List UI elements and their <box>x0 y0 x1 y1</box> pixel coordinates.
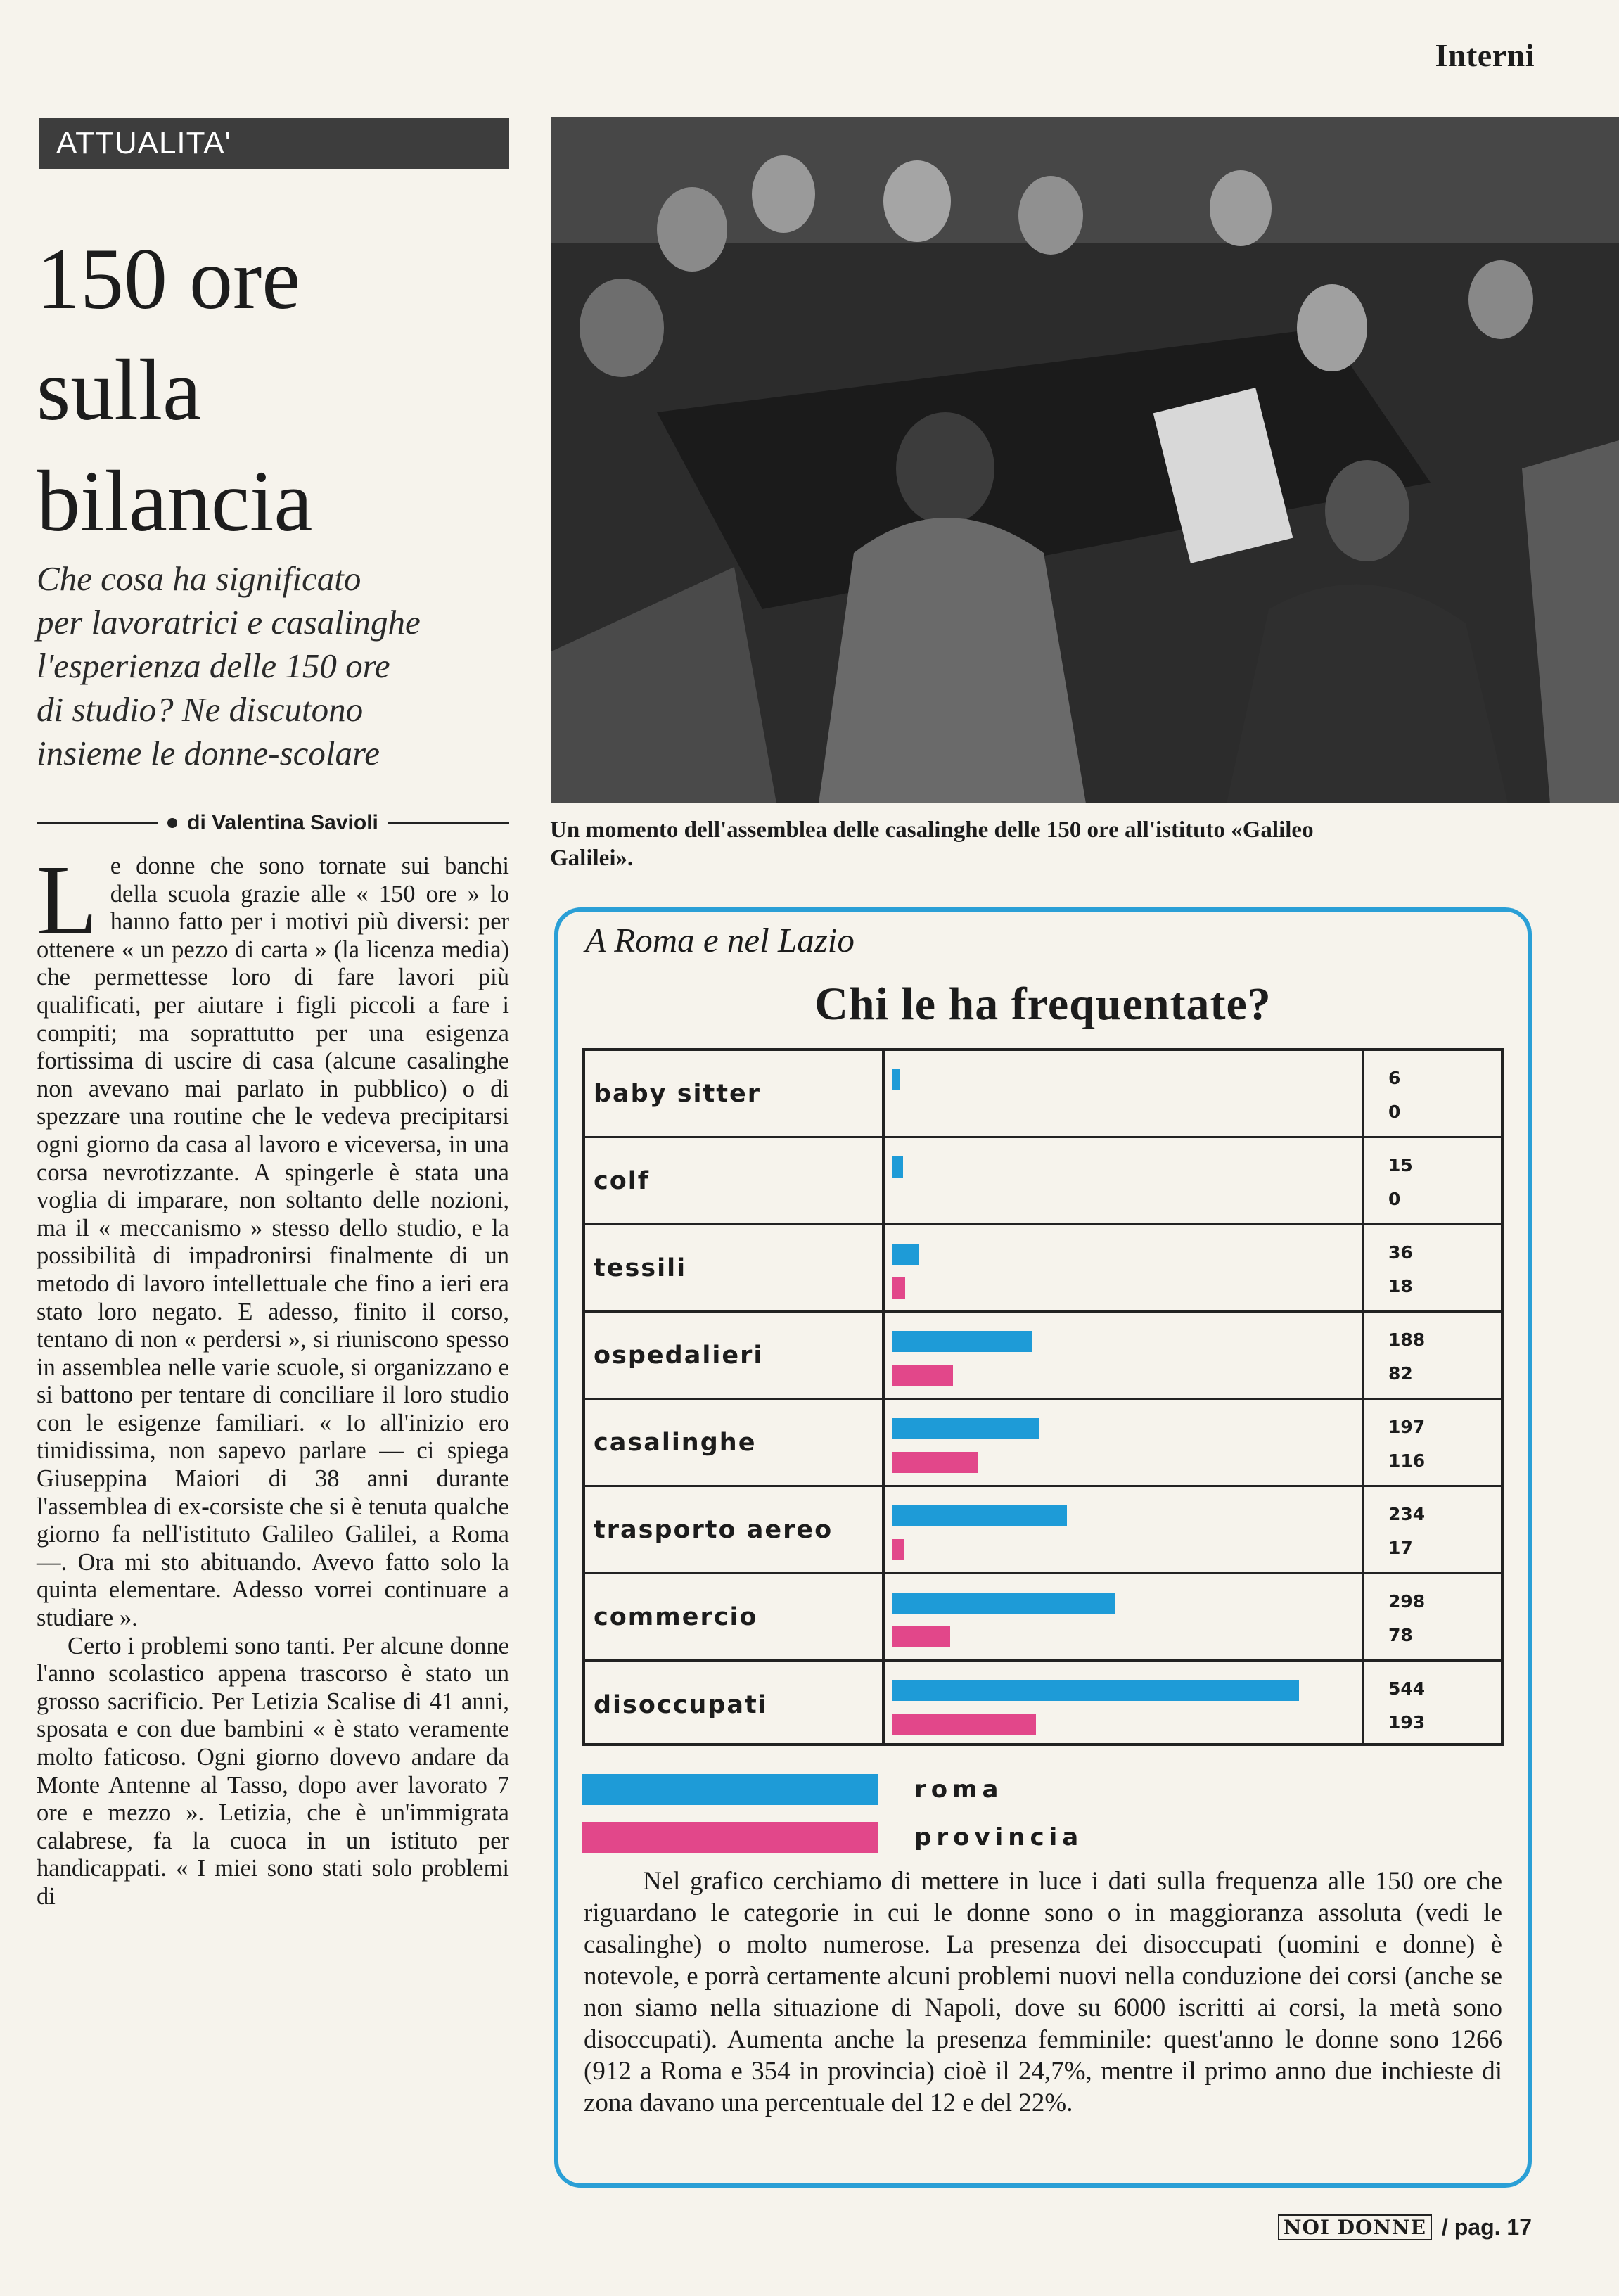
infobox-text <box>584 1866 1502 2119</box>
category-label: ospedalieri <box>594 1341 764 1370</box>
chart-row <box>585 1487 1501 1574</box>
byline-author: di Valentina Savioli <box>187 811 378 834</box>
chart-row <box>585 1400 1501 1487</box>
value-label-roma: 15 <box>1388 1155 1413 1175</box>
value-label-roma: 298 <box>1388 1591 1426 1612</box>
subhead-line: per lavoratrici e casalinghe <box>37 603 421 642</box>
bar-provincia <box>892 1539 904 1560</box>
value-label-provincia: 116 <box>1388 1450 1426 1471</box>
headline-line: bilancia <box>37 453 313 549</box>
chart-row <box>585 1138 1501 1225</box>
infobox-kicker: A Roma e nel Lazio <box>585 921 855 959</box>
bar-roma <box>892 1069 900 1090</box>
article-paragraph: Certo i problemi sono tanti. Per alcune donne l'anno scolastico appena trascorso è stato un grosso sacrificio. Per Letizia Scalise di 41 anni, sposata e con due bambini « è stato veramente molto faticoso. Ogni giorno dovevo andare da Monte Antenne al Tasso, dopo aver lavorato 7 ore e mezzo ». Letizia, che è un'immigrata calabrese, fa la cuoca in un istituto per handicappati. « I miei sono stati solo problemi di <box>37 1632 509 1910</box>
bullet-icon <box>167 818 177 828</box>
byline-rule <box>388 822 509 824</box>
subhead-line: l'esperienza delle 150 ore <box>37 646 390 685</box>
category-label: baby sitter <box>594 1079 762 1108</box>
legend-swatch-provincia <box>582 1822 878 1853</box>
chart-row <box>585 1313 1501 1400</box>
value-label-provincia: 193 <box>1388 1712 1426 1733</box>
headline-line: sulla <box>37 342 202 438</box>
legend-label-provincia: provincia <box>914 1823 1084 1851</box>
article-body <box>37 844 509 1911</box>
category-label: colf <box>594 1166 651 1195</box>
subhead-line: insieme le donne-scolare <box>37 734 380 772</box>
photo-illustration <box>551 117 1619 803</box>
bar-provincia <box>892 1277 905 1299</box>
bar-roma <box>892 1593 1115 1614</box>
legend-label-roma: roma <box>914 1775 1004 1804</box>
chart-table <box>582 1048 1504 1746</box>
value-label-provincia: 78 <box>1388 1625 1413 1645</box>
legend-item-provincia <box>582 1822 1083 1853</box>
chart-title: Chi le ha frequentate? <box>814 978 1272 1030</box>
chart-row <box>585 1662 1501 1749</box>
legend-item-roma <box>582 1774 1004 1805</box>
assembly-photo <box>551 117 1619 803</box>
bar-provincia <box>892 1365 953 1386</box>
value-label-provincia: 82 <box>1388 1363 1413 1384</box>
bar-roma <box>892 1680 1299 1701</box>
category-label: tessili <box>594 1254 687 1282</box>
rubric-banner: ATTUALITA' <box>39 118 509 169</box>
subhead-line: di studio? Ne discutono <box>37 690 364 729</box>
value-label-roma: 6 <box>1388 1068 1401 1088</box>
photo-caption: Un momento dell'assemblea delle casalinghe delle 150 ore all'istituto «Galileo Galilei». <box>550 817 1314 871</box>
page-footer <box>1278 2214 1532 2240</box>
chart-row <box>585 1574 1501 1662</box>
byline <box>37 808 509 838</box>
value-label-roma: 544 <box>1388 1678 1426 1699</box>
subhead-line: Che cosa ha significato <box>37 559 361 598</box>
bar-provincia <box>892 1452 978 1473</box>
bar-roma <box>892 1505 1067 1526</box>
byline-rule <box>37 822 158 824</box>
category-label: casalinghe <box>594 1428 757 1457</box>
section-label: Interni <box>1435 37 1535 73</box>
chart-row <box>585 1225 1501 1313</box>
value-label-roma: 234 <box>1388 1504 1426 1524</box>
value-label-provincia: 0 <box>1388 1189 1401 1209</box>
bar-roma <box>892 1331 1032 1352</box>
article-paragraph: Le donne che sono tornate sui banchi della scuola grazie alle « 150 ore » lo hanno fatto per i motivi più diversi: per ottenere « un pezzo di carta » (la licenza media) che permettesse loro di fare lavori più qualificati, per aiutare i figli piccoli a fare i compiti; ma soprattutto per una esigenza fortissima di uscire di casa (alcune casalinghe non avevano mai parlato in pubblico) o di spezzare una routine che le vedeva precipitarsi ogni giorno da casa al lavoro e viceversa, in una corsa nevrotizzante. A spingerle è stata una voglia di imparare, non soltanto delle nozioni, ma il « meccanismo » stesso dello studio, e la possibilità di impadronirsi finalmente di un metodo di lavoro intellettuale che fino a ieri era stato loro negato. E adesso, finito il corso, tentano di non « perdersi », si riuniscono spesso in assemblea nelle varie scuole, si organizzano e si battono per tentare di conciliare il loro studio con le esigenze familiari. « Io all'inizio ero timidissima, non sapevo parlare — ci spiega Giuseppina Maiori di 38 anni durante l'assemblea di ex-corsiste che si è tenuta qualche giorno fa nell'istituto Galileo Galilei, a Roma —. Ora mi sto abituando. Avevo fatto solo la quinta elementare. Adesso vorrei continuare a studiare ». <box>37 844 509 1632</box>
headline <box>37 224 515 557</box>
value-label-provincia: 0 <box>1388 1102 1401 1122</box>
headline-line: 150 ore <box>37 231 301 327</box>
bar-provincia <box>892 1626 950 1647</box>
value-label-provincia: 18 <box>1388 1276 1413 1296</box>
category-label: disoccupati <box>594 1691 768 1719</box>
bar-roma <box>892 1156 903 1178</box>
infobox-paragraph: Nel grafico cerchiamo di mettere in luce i dati sulla frequenza alle 150 ore che riguardano le categorie in cui le donne sono o in maggioranza assoluta (vedi le casalinghe) o molto numerose. La presenza dei disoccupati (uomini e donne) è notevole, e porrà certamente alcuni problemi nuovi nella conduzione dei corsi (anche se non siamo nella situazione di Napoli, dove su 6000 iscritti ai corsi, la metà sono disoccupati). Aumenta anche la presenza femminile: quest'anno le donne sono 1266 (912 a Roma e 354 in provincia) cioè il 24,7%, mentre il primo anno due inchieste di zona davano una percentuale del 12 e del 22%. <box>584 1867 1502 2117</box>
page-number: / pag. 17 <box>1441 2214 1532 2240</box>
bar-roma <box>892 1244 919 1265</box>
value-label-provincia: 17 <box>1388 1538 1413 1558</box>
category-label: trasporto aereo <box>594 1515 833 1544</box>
legend-swatch-roma <box>582 1774 878 1805</box>
bar-provincia <box>892 1714 1036 1735</box>
subheadline <box>37 557 529 775</box>
value-label-roma: 197 <box>1388 1417 1426 1437</box>
dropcap: L <box>37 844 98 955</box>
value-label-roma: 36 <box>1388 1242 1413 1263</box>
value-label-roma: 188 <box>1388 1329 1426 1350</box>
category-label: commercio <box>594 1602 758 1631</box>
chart-row <box>585 1051 1501 1138</box>
bar-roma <box>892 1418 1039 1439</box>
magazine-logo: NOI DONNE <box>1278 2214 1432 2240</box>
